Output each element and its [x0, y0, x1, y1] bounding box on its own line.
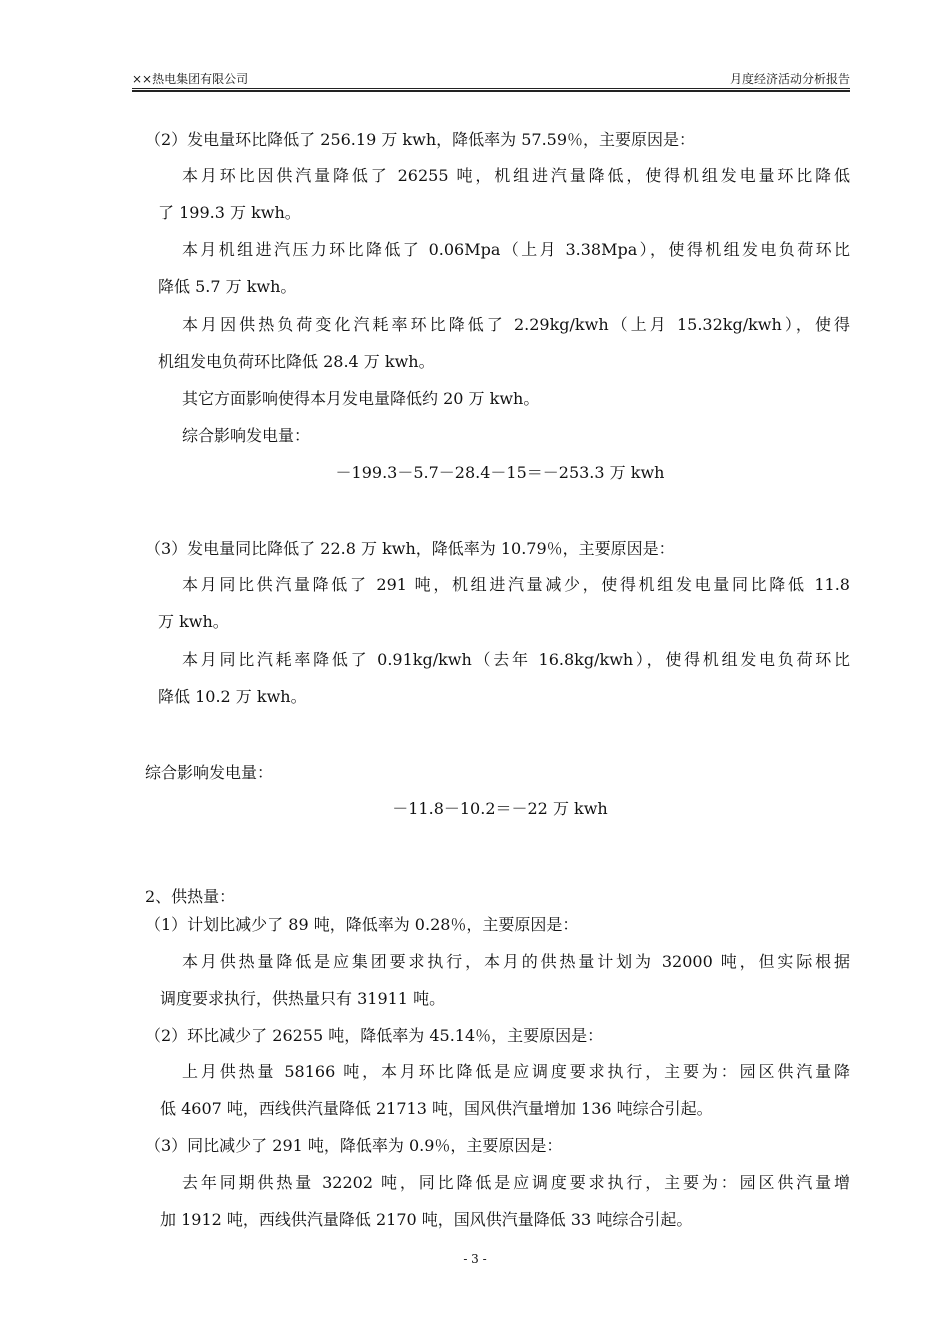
text-line: 上月供热量 58166 吨，本月环比降低是应调度要求执行，主要为：园区供汽量降 [182, 1062, 850, 1081]
text-line: 去年同期供热量 32202 吨，同比降低是应调度要求执行，主要为：园区供汽量增 [182, 1173, 850, 1192]
text-line: 加 1912 吨，西线供汽量降低 2170 吨，国风供汽量降低 33 吨综合引起。 [160, 1210, 693, 1229]
header-company: ××热电集团有限公司 [132, 72, 249, 86]
text-line: 降低 10.2 万 kwh。 [158, 687, 307, 706]
text-line: 了 199.3 万 kwh。 [158, 203, 301, 222]
text-line: 本月机组进汽压力环比降低了 0.06Mpa（上月 3.38Mpa），使得机组发电负荷环比 [182, 240, 850, 259]
text-line: （1）计划比减少了 89 吨，降低率为 0.28％，主要原因是： [145, 915, 579, 934]
text-line: 综合影响发电量： [182, 426, 311, 445]
text-line: 本月同比汽耗率降低了 0.91kg/kwh（去年 16.8kg/kwh），使得机组发电负荷环比 [182, 650, 850, 669]
header-rule [132, 90, 850, 92]
text-line: 综合影响发电量： [145, 763, 274, 782]
text-line: 调度要求执行，供热量只有 31911 吨。 [160, 989, 446, 1008]
text-line: （3）同比减少了 291 吨，降低率为 0.9％，主要原因是： [145, 1136, 563, 1155]
equation: －199.3－5.7－28.4－15＝－253.3 万 kwh [335, 463, 665, 482]
text-line: 降低 5.7 万 kwh。 [158, 277, 297, 296]
header-report-title: 月度经济活动分析报告 [729, 72, 850, 86]
text-line: 本月环比因供汽量降低了 26255 吨，机组进汽量降低，使得机组发电量环比降低 [182, 166, 850, 185]
page-header [132, 70, 850, 89]
text-line: 低 4607 吨，西线供汽量降低 21713 吨，国风供汽量增加 136 吨综合引起。 [160, 1099, 713, 1118]
text-line: 机组发电负荷环比降低 28.4 万 kwh。 [158, 352, 435, 371]
text-line: （2）环比减少了 26255 吨，降低率为 45.14％，主要原因是： [145, 1026, 604, 1045]
text-line: 其它方面影响使得本月发电量降低约 20 万 kwh。 [182, 389, 540, 408]
page-number: - 3 - [463, 1252, 487, 1266]
text-line: 本月供热量降低是应集团要求执行，本月的供热量计划为 32000 吨，但实际根据 [182, 952, 850, 971]
text-line: 万 kwh。 [158, 612, 229, 631]
text-line: 本月因供热负荷变化汽耗率环比降低了 2.29kg/kwh（上月 15.32kg/kwh），使得 [182, 315, 850, 334]
text-line: 本月同比供汽量降低了 291 吨，机组进汽量减少，使得机组发电量同比降低 11.8 [182, 575, 850, 594]
section-title: 2、供热量： [145, 887, 236, 906]
text-line: （3）发电量同比降低了 22.8 万 kwh，降低率为 10.79％，主要原因是： [145, 539, 675, 558]
text-line: （2）发电量环比降低了 256.19 万 kwh，降低率为 57.59％，主要原因是： [145, 130, 696, 149]
equation: －11.8－10.2＝－22 万 kwh [392, 799, 608, 818]
